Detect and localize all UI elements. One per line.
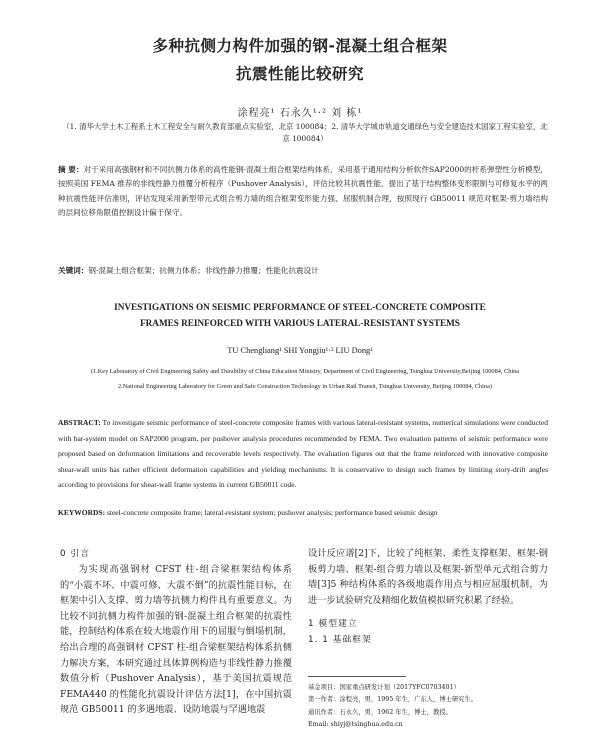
section-0-continuation: 设计反应谱[2]下，比较了纯框架、柔性支撑框架、框架-钢板剪力墙、框架-组合剪力墙以及框架-新型单元式组合剪力墙[3]5 种结构体系的各级地震作用点与相应屈服机制，为进一步试验研究及精细化数值模拟研究积累了经验。 xyxy=(308,548,548,606)
keywords-en xyxy=(58,505,548,521)
footnote-first-author: 第一作者：涂程亮，男，1995 年生，广东人，博士研究生。 xyxy=(308,696,478,704)
abstract-en-text: To investigate seismic performance of steel-concrete composite frames with various lateral-resistant systems, numerical simulations were conducted with bar-system model on SAP2000 program, per pushover analysis procedures recommended by FEMA. Two evaluation patterns of seismic performance were proposed based on deformation limitations and recoverable levels respectively. The evaluation figures out that the frame reinforced with innovative composite shear-wall units has rather efficient deformation capabilities and yielding mechanisms. It is conservative to design such frames by limiting story-drift angles according to provisions for shear-wall frame systems in current GB50011 code. xyxy=(58,418,548,489)
footnote-email: Email: shiyj@tsinghua.edu.cn xyxy=(308,720,403,728)
title-en-line1: INVESTIGATIONS ON SEISMIC PERFORMANCE OF STEEL-CONCRETE COMPOSITE xyxy=(114,302,486,312)
footnote-divider xyxy=(308,676,406,677)
keywords-cn-label: 关键词： xyxy=(58,266,89,275)
title-en-line2: FRAMES REINFORCED WITH VARIOUS LATERAL-RESISTANT SYSTEMS xyxy=(140,318,460,328)
footnotes xyxy=(308,682,548,731)
title-cn-line1: 多种抗侧力构件加强的钢-混凝土组合框架 xyxy=(152,37,448,55)
abstract-cn xyxy=(58,163,548,220)
keywords-cn xyxy=(58,265,548,276)
keywords-en-label: KEYWORDS: xyxy=(58,508,106,517)
section-1-1-heading: 1. 1 基础框架 xyxy=(308,635,372,646)
abstract-cn-text: 对于采用高强钢材和不同抗侧力体系的高性能钢-混凝土组合框架结构体系，采用基于通用结构分析软件SAP2000的杆系弹塑性分析模型，按照美国 FEMA 推荐的非线性静力推覆分析程序（Pushover Analysis），评估比较其抗震性能，提出了基于结构整体变形限制与可修复水平的两种抗震性能评估准则，评估发现采用新型带元式组合剪力墙的组合框架变形能力强、屈服机制合理，按照现行 GB50011 规范对框架-剪力墙结构的层间位移角限值控制设计偏于保守。 xyxy=(58,165,548,217)
section-0-paragraph: 为实现高强钢材 CFST 柱-组合梁框架结构体系的“小震不坏、中震可修、大震不倒”的抗震性能目标，在框架中引入支撑、剪力墙等抗侧力构件具有重要意义。为比较不同抗侧力构件加强的钢-混凝土组合框架的抗震性能，控制结构体系在较大地震作用下的屈服与倒塌机制，给出合理的高强钢材 CFST 柱-组合梁框架结构体系抗侧力解决方案，本研究通过具体算例构造与非线性静力推覆数值分析（Pushover Analysis），基于美国抗震规范 FEMA440 的性能化抗震设计评估方法[1]，在中国抗震规范 GB50011 的多遇地震、设防地震与罕遇地震 xyxy=(60,564,292,716)
title-cn-line2: 抗震性能比较研究 xyxy=(235,65,364,83)
body-column-left xyxy=(60,546,292,718)
abstract-en-label: ABSTRACT: xyxy=(58,418,101,427)
abstract-cn-label: 摘 要： xyxy=(58,165,84,174)
affiliation-en: (1.Key Laboratory of Civil Engineering Safety and Durability of China Education Ministry, Department of Civil Engineering, Tsinghua University,Beijing 100084, China 2.National Engineering Laboratory for Green and Safe Construction Technology in Urban Rail Transit, Tsinghua University, Beijing 100084, China) xyxy=(90,368,520,390)
body-column-right xyxy=(308,546,548,648)
authors-en: TU Chengliang¹ SHI Yongjiu¹·² LIU Dong¹ xyxy=(227,346,373,355)
abstract-en xyxy=(58,415,548,493)
keywords-cn-text: 钢-混凝土组合框架；抗侧力体系；非线性静力推覆；性能化抗震设计 xyxy=(88,266,319,275)
keywords-en-text: steel-concrete composite frame; lateral-resistant system; pushover analysis; performance based seismic design xyxy=(105,508,438,517)
footnote-corresponding: 通讯作者：石永久，男，1962 年生，博士，教授。 xyxy=(308,708,452,716)
section-1-heading: 1 模型建立 xyxy=(308,619,358,630)
authors-cn: 涂程亮¹ 石永久¹·² 刘 栋¹ xyxy=(237,108,363,119)
section-0-heading: 0 引言 xyxy=(60,549,90,559)
footnote-fund: 基金项目：国家重点研发计划（2017YFC0703401） xyxy=(308,684,460,691)
affiliation-cn: （1. 清华大学土木工程系土木工程安全与耐久教育部重点实验室，北京 100084；2. 清华大学城市轨道交通绿色与安全建造技术国家工程实验室，北京 100084） xyxy=(62,122,548,143)
